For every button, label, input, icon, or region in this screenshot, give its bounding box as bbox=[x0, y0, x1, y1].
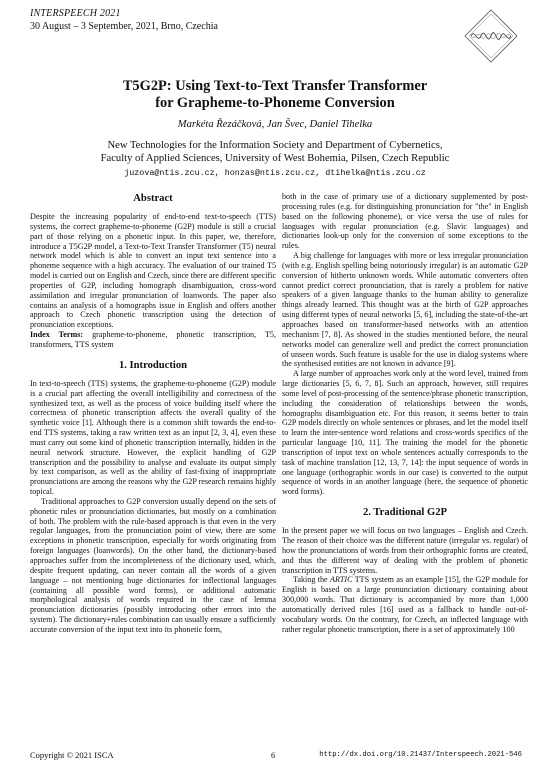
right-column bbox=[282, 192, 528, 634]
affiliation-line-2: Faculty of Applied Sciences, University of West Bohemia, Pilsen, Czech Republic bbox=[100, 153, 450, 164]
intro-paragraph-1: In text-to-speech (TTS) systems, the grapheme-to-phoneme (G2P) module is a crucial part affecting the overall intelligibility and correctness of the synthesized text, as well as the process of voice building itself where the correctness of phonetic transcription affects the overall quality of the synthetic voice [1]. Although there is a common shift towards the end-to-end TTS systems, taking a raw written text as an input [2, 3, 4], even these must carry out some kind of phonetic transcription internally, hidden in the neural network structure. However, the explicit handling of G2P transcription and the possibility to analyse and evaluate its output simply by text comparison, as well as the ability of fast-fixing of inappropriate pronunciations are among the reasons why the G2P research remains highly topical. bbox=[30, 378, 276, 497]
introduction-heading: 1. Introduction bbox=[118, 359, 188, 371]
paper-authors: Markéta Řezáčková, Jan Švec, Daniel Tihelka bbox=[177, 119, 373, 130]
conference-date-location: 30 August – 3 September, 2021, Brno, Czechia bbox=[30, 21, 218, 32]
index-terms bbox=[30, 330, 276, 350]
paper-title bbox=[0, 78, 550, 112]
interspeech-logo-icon bbox=[463, 8, 519, 64]
index-terms-label: Index Terms: bbox=[30, 330, 84, 340]
abstract-text: Despite the increasing popularity of end-to-end text-to-speech (TTS) systems, the correct grapheme-to-phoneme (G2P) module is still a crucial part of those relying on a phonetic input. In this paper, we, therefore, introduce a T5G2P model, a Text-to-Text Transfer Transformer (T5) neural network model which is able to convert an input text sentence into a phoneme sequence with a high accuracy. The evaluation of our trained T5 model is carried out on English and Czech, since there are different specific properties of G2P, including homograph disambiguation, cross-word assimilation and irregular pronunciation of loanwords. The paper also contains an analysis of a homographs issue in English and offers another approach to Czech phonetic transcription using the detection of pronunciation exceptions. bbox=[30, 212, 276, 330]
doi-link[interactable]: http://dx.doi.org/10.21437/Interspeech.2021-546 bbox=[319, 751, 522, 759]
index-terms-text: grapheme-to-phoneme, phonetic transcription, T5, transformers, TTS system bbox=[30, 330, 276, 349]
affiliation-line-1: New Technologies for the Information Society and Department of Cybernetics, bbox=[107, 140, 443, 151]
intro-paragraph-5: A large number of approaches work only at the word level, trained from large dictionaries [5, 6, 7, 8]. Such an approach, however, still requires some level of post-processing of the sentence/phrase phonetic transcription, including the consideration of relationships between the words, homographs disambiguation etc. For this reason, it seems better to train G2P models directly on whole sentences or phrases, and let the model itself to learn the inter-sentence word relations and cross-words specifics of the particular language [10, 11]. The training the model for the phonetic transcription of input text on whole sentences actually corresponds to the task of machine translation [12, 13, 7, 14]: the input sequence of words in one language (orthographic words in our case) is converted to the output sequence of words in an another language (here, the sequence of phonetic word forms). bbox=[282, 369, 528, 497]
conference-name: INTERSPEECH 2021 bbox=[30, 8, 121, 19]
author-emails: juzova@ntis.zcu.cz, honzas@ntis.zcu.cz, dtihelka@ntis.zcu.cz bbox=[124, 168, 426, 178]
section2-paragraph-2 bbox=[282, 575, 528, 634]
paper-title-line-1: T5G2P: Using Text-to-Text Transfer Transformer bbox=[122, 78, 428, 94]
copyright-notice: Copyright © 2021 ISCA bbox=[30, 750, 114, 760]
intro-paragraph-3: both in the case of primary use of a dictionary supplemented by post-processing rules (e.g. for distinguishing pronunciation for "the" in English based on the following phoneme), or vice versa the use of rules for languages with regular pronunciation (e.g. Slavic languages) and dictionaries look-up only for the conversion of some exceptions to the rules. bbox=[282, 192, 528, 251]
section2-p2-prefix: Taking the bbox=[293, 575, 331, 585]
paper-title-line-2: for Grapheme-to-Phoneme Conversion bbox=[155, 95, 395, 111]
left-column bbox=[30, 192, 276, 635]
intro-paragraph-4: A big challenge for languages with more or less irregular pronunciation (with e.g. English spelling being notoriously irregular) is an automatic G2P conversion of hitherto unknown words. While automatic converters often cannot predict correct pronunciation, that is rarely a problem for native speakers of a given language thanks to the human ability to generalize things already learned. This thought was at the birth of G2P approaches using different types of neural networks [5, 6], including the state-of-the-art approaches based on transformer-based networks with an attention mechanism [7, 8]. As showed in the studies mentioned before, the neural networks model can generalize well and predict the correct pronunciation of unseen words. Such feature is usable for the use in dialog systems where the synthesised entities are not known in advance [9]. bbox=[282, 251, 528, 369]
intro-paragraph-2: Traditional approaches to G2P conversion usually depend on the sets of phonetic rules or pronunciation dictionaries, but mostly on a combination of both. The problem with the rule-based approach is that even in the very regular languages, from the pronunciation point of view, there are some exceptions in phonetic transcription, especially for words originating from foreign languages (loanwords). On the other hand, the dictionary-based approaches suffer from the incompleteness of the dictionary used, which, despite frequent updating, can never contain all the words of a given language – not mentioning huge dictionaries for inflectional languages (containing all possible word forms), or additional automatic morphological analysis of words required in the case of lemma pronunciation dictionaries (possibly introducing other errors into the system). The dictionary+rules combination can usually ensure a sufficiently accurate conversion of the input text into its phonetic form, bbox=[30, 496, 276, 634]
abstract-heading: Abstract bbox=[133, 193, 173, 204]
page-number: 6 bbox=[271, 750, 276, 760]
author-affiliation bbox=[0, 139, 550, 165]
artic-system-name: ARTIC bbox=[330, 575, 353, 585]
traditional-g2p-heading: 2. Traditional G2P bbox=[362, 507, 448, 519]
section2-paragraph-1: In the present paper we will focus on two languages – English and Czech. The reason of their choice was the different nature (irregular vs. regular) of how the pronunciations of words from their orthographic forms are created, and thus the different way of dealing with the problem of phonetic transcription in TTS systems. bbox=[282, 526, 528, 575]
section2-p2-rest: TTS system as an example [15], the G2P module for English is based on a large pronunciation dictionary containing about 300,000 words. That dictionary is accompanied by more than 1,000 automatically derived rules [16] used as a fallback to handle out-of-vocabulary words. On the contrary, for Czech, an inflected language with rather regular phonetic transcription, there is a set of approximately 100 bbox=[282, 575, 529, 634]
